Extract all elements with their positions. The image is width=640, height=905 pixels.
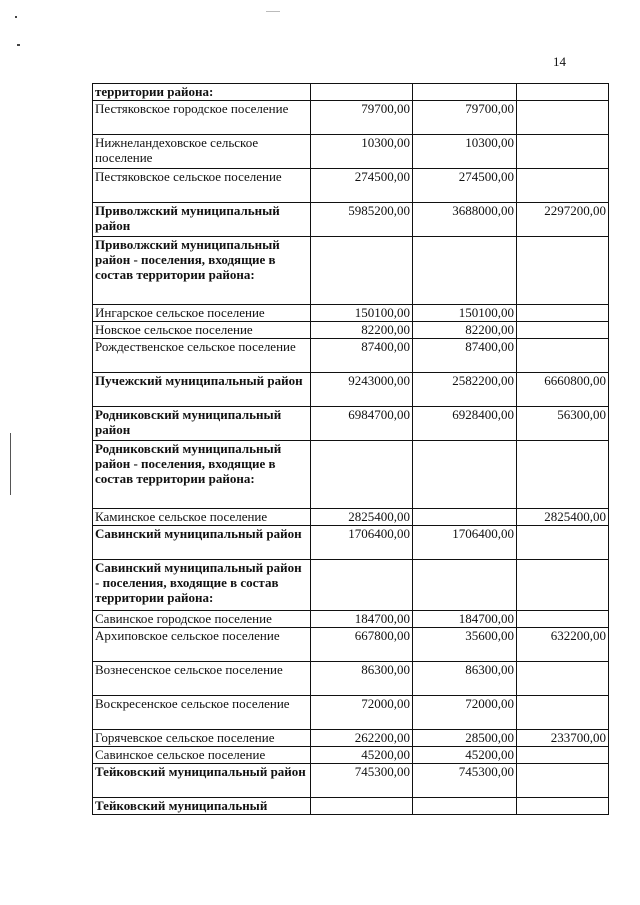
row-value-2: 1706400,00 bbox=[413, 526, 517, 560]
row-total: 274500,00 bbox=[311, 169, 413, 203]
row-value-2: 2582200,00 bbox=[413, 373, 517, 407]
row-value-2: 150100,00 bbox=[413, 305, 517, 322]
page-number: 14 bbox=[553, 54, 566, 69]
row-total: 2825400,00 bbox=[311, 509, 413, 526]
row-total: 79700,00 bbox=[311, 101, 413, 135]
table-row bbox=[93, 611, 609, 628]
row-value-2: 82200,00 bbox=[413, 322, 517, 339]
row-total bbox=[311, 441, 413, 509]
row-total: 72000,00 bbox=[311, 696, 413, 730]
row-value-3: 2297200,00 bbox=[517, 203, 609, 237]
row-total: 6984700,00 bbox=[311, 407, 413, 441]
row-name: Савинский муниципальный район - поселения, входящие в состав территории района: bbox=[93, 560, 311, 611]
row-value-2 bbox=[413, 798, 517, 815]
row-name: Рождественское сельское поселение bbox=[93, 339, 311, 373]
row-value-3 bbox=[517, 747, 609, 764]
table-row bbox=[93, 84, 609, 101]
row-value-2: 6928400,00 bbox=[413, 407, 517, 441]
table-row bbox=[93, 628, 609, 662]
row-total bbox=[311, 237, 413, 305]
row-value-2: 72000,00 bbox=[413, 696, 517, 730]
row-value-3 bbox=[517, 322, 609, 339]
row-value-2: 35600,00 bbox=[413, 628, 517, 662]
table-row bbox=[93, 305, 609, 322]
row-value-2: 10300,00 bbox=[413, 135, 517, 169]
row-name: Воскресенское сельское поселение bbox=[93, 696, 311, 730]
row-name: Тейковский муниципальный район bbox=[93, 764, 311, 798]
table-row bbox=[93, 373, 609, 407]
row-total: 45200,00 bbox=[311, 747, 413, 764]
row-name: Приволжский муниципальный район bbox=[93, 203, 311, 237]
table-row bbox=[93, 662, 609, 696]
row-value-3: 632200,00 bbox=[517, 628, 609, 662]
budget-table bbox=[92, 83, 609, 815]
row-total: 150100,00 bbox=[311, 305, 413, 322]
row-value-3 bbox=[517, 339, 609, 373]
row-value-3 bbox=[517, 611, 609, 628]
row-value-2 bbox=[413, 237, 517, 305]
table-row bbox=[93, 237, 609, 305]
row-name: Савинское городское поселение bbox=[93, 611, 311, 628]
row-value-2: 79700,00 bbox=[413, 101, 517, 135]
row-name: Родниковский муниципальный район bbox=[93, 407, 311, 441]
row-total bbox=[311, 798, 413, 815]
row-value-2: 86300,00 bbox=[413, 662, 517, 696]
row-value-3: 56300,00 bbox=[517, 407, 609, 441]
row-name: Тейковский муниципальный bbox=[93, 798, 311, 815]
row-value-3 bbox=[517, 441, 609, 509]
row-value-2 bbox=[413, 441, 517, 509]
row-value-2: 45200,00 bbox=[413, 747, 517, 764]
row-name: Нижнеландеховское сельское поселение bbox=[93, 135, 311, 169]
row-value-2: 745300,00 bbox=[413, 764, 517, 798]
row-value-3 bbox=[517, 101, 609, 135]
row-name: Каминское сельское поселение bbox=[93, 509, 311, 526]
row-value-3: 2825400,00 bbox=[517, 509, 609, 526]
row-total: 184700,00 bbox=[311, 611, 413, 628]
row-name: Савинский муниципальный район bbox=[93, 526, 311, 560]
row-total bbox=[311, 560, 413, 611]
table-row bbox=[93, 696, 609, 730]
row-value-3 bbox=[517, 237, 609, 305]
row-name: Архиповское сельское поселение bbox=[93, 628, 311, 662]
table-row bbox=[93, 509, 609, 526]
row-value-3 bbox=[517, 135, 609, 169]
row-value-3 bbox=[517, 764, 609, 798]
row-total: 5985200,00 bbox=[311, 203, 413, 237]
row-value-3 bbox=[517, 305, 609, 322]
row-name: Пучежский муниципальный район bbox=[93, 373, 311, 407]
row-value-3 bbox=[517, 169, 609, 203]
row-total: 10300,00 bbox=[311, 135, 413, 169]
row-value-3 bbox=[517, 526, 609, 560]
row-value-2: 3688000,00 bbox=[413, 203, 517, 237]
scan-speck bbox=[15, 16, 17, 18]
row-value-3 bbox=[517, 696, 609, 730]
row-name: Родниковский муниципальный район - поселения, входящие в состав территории района: bbox=[93, 441, 311, 509]
table-row bbox=[93, 798, 609, 815]
row-value-2: 87400,00 bbox=[413, 339, 517, 373]
row-name: территории района: bbox=[93, 84, 311, 101]
row-value-3 bbox=[517, 84, 609, 101]
table-body bbox=[93, 84, 609, 815]
scan-speck bbox=[17, 44, 20, 46]
row-value-2: 28500,00 bbox=[413, 730, 517, 747]
margin-line bbox=[10, 433, 11, 495]
row-total: 667800,00 bbox=[311, 628, 413, 662]
table-row bbox=[93, 101, 609, 135]
row-name: Ингарское сельское поселение bbox=[93, 305, 311, 322]
table-row bbox=[93, 441, 609, 509]
table-row bbox=[93, 322, 609, 339]
table-row bbox=[93, 203, 609, 237]
row-total: 86300,00 bbox=[311, 662, 413, 696]
row-name: Новское сельское поселение bbox=[93, 322, 311, 339]
scan-smudge bbox=[266, 11, 280, 12]
table-row bbox=[93, 730, 609, 747]
row-value-2 bbox=[413, 84, 517, 101]
row-value-3 bbox=[517, 662, 609, 696]
row-total: 9243000,00 bbox=[311, 373, 413, 407]
table-row bbox=[93, 135, 609, 169]
row-total: 1706400,00 bbox=[311, 526, 413, 560]
row-value-2 bbox=[413, 509, 517, 526]
row-total: 262200,00 bbox=[311, 730, 413, 747]
table-row bbox=[93, 169, 609, 203]
table-row bbox=[93, 560, 609, 611]
table-row bbox=[93, 764, 609, 798]
table-row bbox=[93, 526, 609, 560]
row-value-3 bbox=[517, 560, 609, 611]
row-name: Вознесенское сельское поселение bbox=[93, 662, 311, 696]
table-row bbox=[93, 339, 609, 373]
row-value-2: 274500,00 bbox=[413, 169, 517, 203]
row-total: 82200,00 bbox=[311, 322, 413, 339]
row-value-3: 233700,00 bbox=[517, 730, 609, 747]
row-total: 87400,00 bbox=[311, 339, 413, 373]
row-value-2 bbox=[413, 560, 517, 611]
row-name: Пестяковское городское поселение bbox=[93, 101, 311, 135]
row-name: Пестяковское сельское поселение bbox=[93, 169, 311, 203]
row-value-3 bbox=[517, 798, 609, 815]
row-total bbox=[311, 84, 413, 101]
row-name: Горячевское сельское поселение bbox=[93, 730, 311, 747]
row-value-2: 184700,00 bbox=[413, 611, 517, 628]
row-name: Приволжский муниципальный район - поселения, входящие в состав территории района: bbox=[93, 237, 311, 305]
table-row bbox=[93, 747, 609, 764]
row-total: 745300,00 bbox=[311, 764, 413, 798]
row-name: Савинское сельское поселение bbox=[93, 747, 311, 764]
row-value-3: 6660800,00 bbox=[517, 373, 609, 407]
table-row bbox=[93, 407, 609, 441]
